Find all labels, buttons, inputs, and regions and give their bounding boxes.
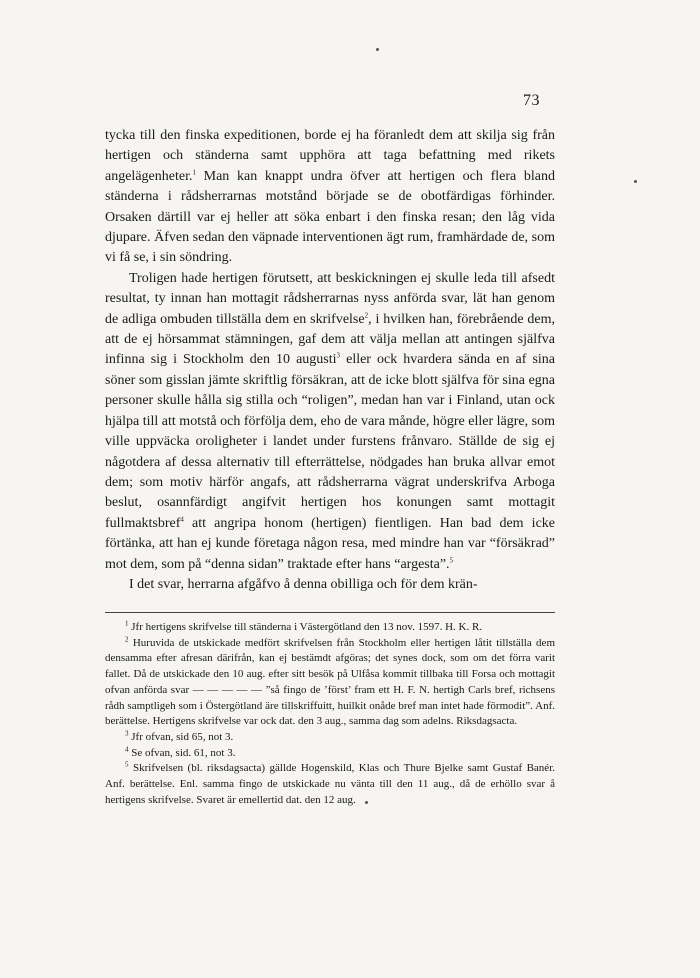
footnote-marker: 4 bbox=[180, 515, 184, 524]
body-text-run: eller ock hvardera sända en af sina söner som gisslan jämte skriftlig försäkran, att de icke blott själfva för sina egna personer skulle hålla sig stilla och “roligen”, medan han var i Finland, utan ock hjälpa till att motstå och förfölja dem, eho de vara månde, högre eller lägre, som ville uppväcka oroligheter i landet under furstens frånvaro. Ställde de sig ej någotdera af dessa alternativ till efterrättelse, nödgades han bruka allvar emot dem; som motiv härför angafs, att rådsherrarna vägrat underskrifva Arboga beslut, osannfärdigt angifvit hertigen hos konungen samt mottagit fullmaktsbref bbox=[105, 352, 555, 531]
body-text-run: Man kan knappt undra öfver att hertigen och flera bland ständerna i rådsherrarnas motstånd började se de obotfärdigas förhinder. Orsaken därtill var ej heller att söka enbart i den finska resan; den låg vida djupare. Äfven sedan den väpnade interventionen ägt rum, framhärdade de, som vi få se, i sin söndring. bbox=[105, 168, 555, 266]
body-text-run: Troligen hade hertigen förutsett, att beskickningen ej skulle leda till afsedt resultat, ty innan han mottagit rådsherrarnas nyss anförda svar, lät han genom de adliga ombuden tillställa dem en skrifvelse bbox=[105, 270, 555, 327]
body-text bbox=[105, 126, 555, 595]
footnote-rule bbox=[105, 612, 555, 613]
footnote-text: Huruvida de utskickade medfört skrifvelsen från Stockholm eller hertigen låtit tillställa dem densamma efter afresan därifrån, kan ej bestämdt afgöras; det synes dock, som om det förra varit fallet. Då de utskickade den 10 aug. efter sitt besök på Ulfåsa kommit tillbaka till Forsa och mottagit ofvan anförda svar — — — — — ”så fingo de ’först’ fram ett H. F. N. hertigh Carls bref, richsens rådh samptligeh som i Östergötland äre tillskriffuitt, huilkit onåde bref man intet hade förmodit”. Anf. berättelse. Hertigens skrifvelse var ock dat. den 3 aug., samma dag som adelns. Riksdagsacta. bbox=[105, 636, 555, 728]
footnote bbox=[105, 636, 555, 730]
footnote-number: 3 bbox=[125, 729, 129, 738]
footnote-number: 1 bbox=[125, 619, 129, 628]
footnote bbox=[105, 746, 555, 762]
page-number: 73 bbox=[523, 92, 540, 109]
footnote bbox=[105, 620, 555, 636]
body-text-run: I det svar, herrarna afgåfvo å denna obilliga och för dem krän- bbox=[129, 576, 478, 592]
footnote-text: Se ofvan, sid. 61, not 3. bbox=[128, 746, 236, 759]
body-paragraph bbox=[105, 575, 555, 595]
body-paragraph bbox=[105, 269, 555, 575]
footnote-text: Jfr ofvan, sid 65, not 3. bbox=[128, 730, 234, 743]
footnote bbox=[105, 730, 555, 746]
body-text-run: , i hvilken han, förebrående dem, att de ej hörsammat stämningen, gaf dem att välja mellan att antingen själfva infinna sig i Stockholm den 10 augusti bbox=[105, 311, 556, 368]
scan-speck bbox=[376, 48, 379, 51]
footnote-number: 2 bbox=[125, 635, 129, 644]
body-paragraph bbox=[105, 126, 555, 269]
footnotes bbox=[105, 620, 555, 808]
footnote-number: 4 bbox=[125, 744, 129, 753]
footnote-marker: 3 bbox=[336, 351, 341, 360]
footnote-marker: 1 bbox=[192, 168, 196, 177]
footnote bbox=[105, 761, 555, 808]
footnote-text: Skrifvelsen (bl. riksdagsacta) gällde Hogenskild, Klas och Thure Bjelke samt Gustaf Banér. Anf. berättelse. Enl. samma fingo de utskickade nu vänta till den 11 aug., då de erhöllo svar å hertigens skrifvelse. Svaret är emellertid dat. den 12 aug. bbox=[105, 762, 555, 806]
body-text-run: tycka till den finska expeditionen, borde ej ha föranledt dem att skilja sig från hertigen och ständerna samt upphöra att taga befattning med rikets angelägenheter. bbox=[105, 128, 555, 184]
scan-speck bbox=[634, 180, 637, 183]
footnote-marker: 5 bbox=[449, 555, 454, 564]
body-text-run: att angripa honom (hertigen) fientligen. Han bad dem icke förtänka, att han ej kunde företaga någon resa, med mindre han var “försäkrad” mot dem, som på “denna sidan” traktade efter hans “argesta”. bbox=[105, 515, 555, 572]
footnote-text: Jfr hertigens skrifvelse till ständerna i Västergötland den 13 nov. 1597. H. K. R. bbox=[128, 621, 483, 633]
footnote-marker: 2 bbox=[364, 311, 369, 319]
footnote-number: 5 bbox=[125, 760, 129, 769]
